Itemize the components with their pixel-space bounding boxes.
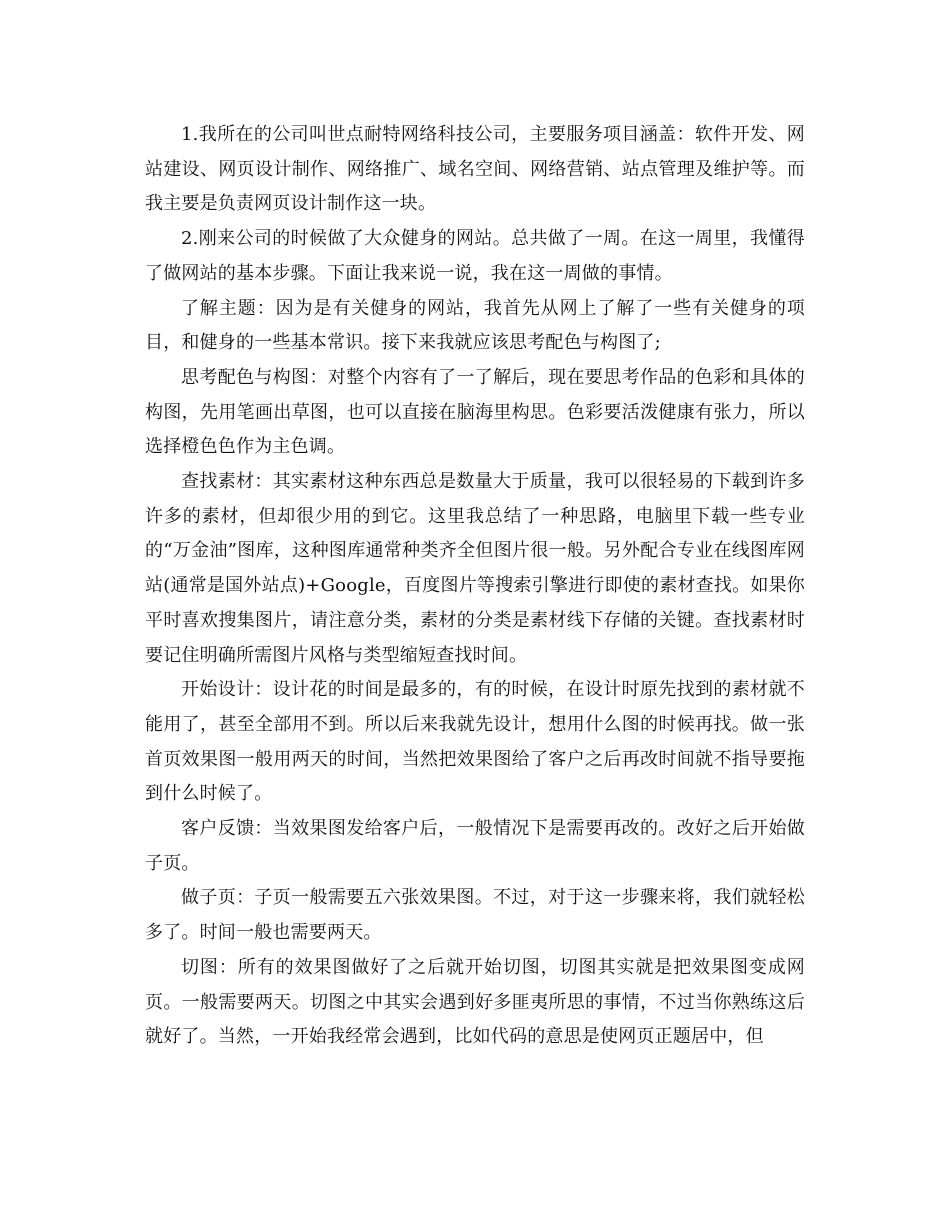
paragraph-client-feedback: 客户反馈：当效果图发给客户后，一般情况下是需要再改的。改好之后开始做子页。 <box>145 818 805 874</box>
paragraph-understand-theme: 了解主题：因为是有关健身的网站，我首先从网上了解了一些有关健身的项目，和健身的一些基本常识。接下来我就应该思考配色与构图了; <box>145 297 805 354</box>
document-body <box>145 118 805 1055</box>
paragraph-company-intro: 1.我所在的公司叫世点耐特网络科技公司，主要服务项目涵盖：软件开发、网站建设、网页设计制作、网络推广、域名空间、网络营销、站点管理及维护等。而我主要是负责网页设计制作这一块。 <box>145 124 805 215</box>
paragraph-start-design: 开始设计：设计花的时间是最多的，有的时候，在设计时原先找到的素材就不能用了，甚至全部用不到。所以后来我就先设计，想用什么图的时候再找。做一张首页效果图一般用两天的时间，当然把效果图给了客户之后再改时间就不指导要拖到什么时候了。 <box>145 679 805 805</box>
paragraph-find-materials: 查找素材：其实素材这种东西总是数量大于质量，我可以很轻易的下载到许多许多的素材，但却很少用的到它。这里我总结了一种思路，电脑里下载一些专业的“万金油”图库，这种图库通常种类齐全但图片很一般。另外配合专业在线图库网站(通常是国外站点)+Google，百度图片等搜索引擎进行即使的素材查找。如果你平时喜欢搜集图片，请注意分类，素材的分类是素材线下存储的关键。查找素材时要记住明确所需图片风格与类型缩短查找时间。 <box>145 471 805 666</box>
paragraph-slicing: 切图：所有的效果图做好了之后就开始切图，切图其实就是把效果图变成网页。一般需要两天。切图之中其实会遇到好多匪夷所思的事情，不过当你熟练这后就好了。当然，一开始我经常会遇到，比如代码的意思是使网页正题居中，但 <box>145 956 805 1048</box>
paragraph-color-and-composition: 思考配色与构图：对整个内容有了一了解后，现在要思考作品的色彩和具体的构图，先用笔画出草图，也可以直接在脑海里构思。色彩要活泼健康有张力，所以选择橙色色作为主色调。 <box>145 366 805 458</box>
paragraph-subpages: 做子页：子页一般需要五六张效果图。不过，对于这一步骤来将，我们就轻松多了。时间一般也需要两天。 <box>145 887 805 944</box>
paragraph-first-project: 2.刚来公司的时候做了大众健身的网站。总共做了一周。在这一周里，我懂得了做网站的基本步骤。下面让我来说一说，我在这一周做的事情。 <box>145 228 805 284</box>
